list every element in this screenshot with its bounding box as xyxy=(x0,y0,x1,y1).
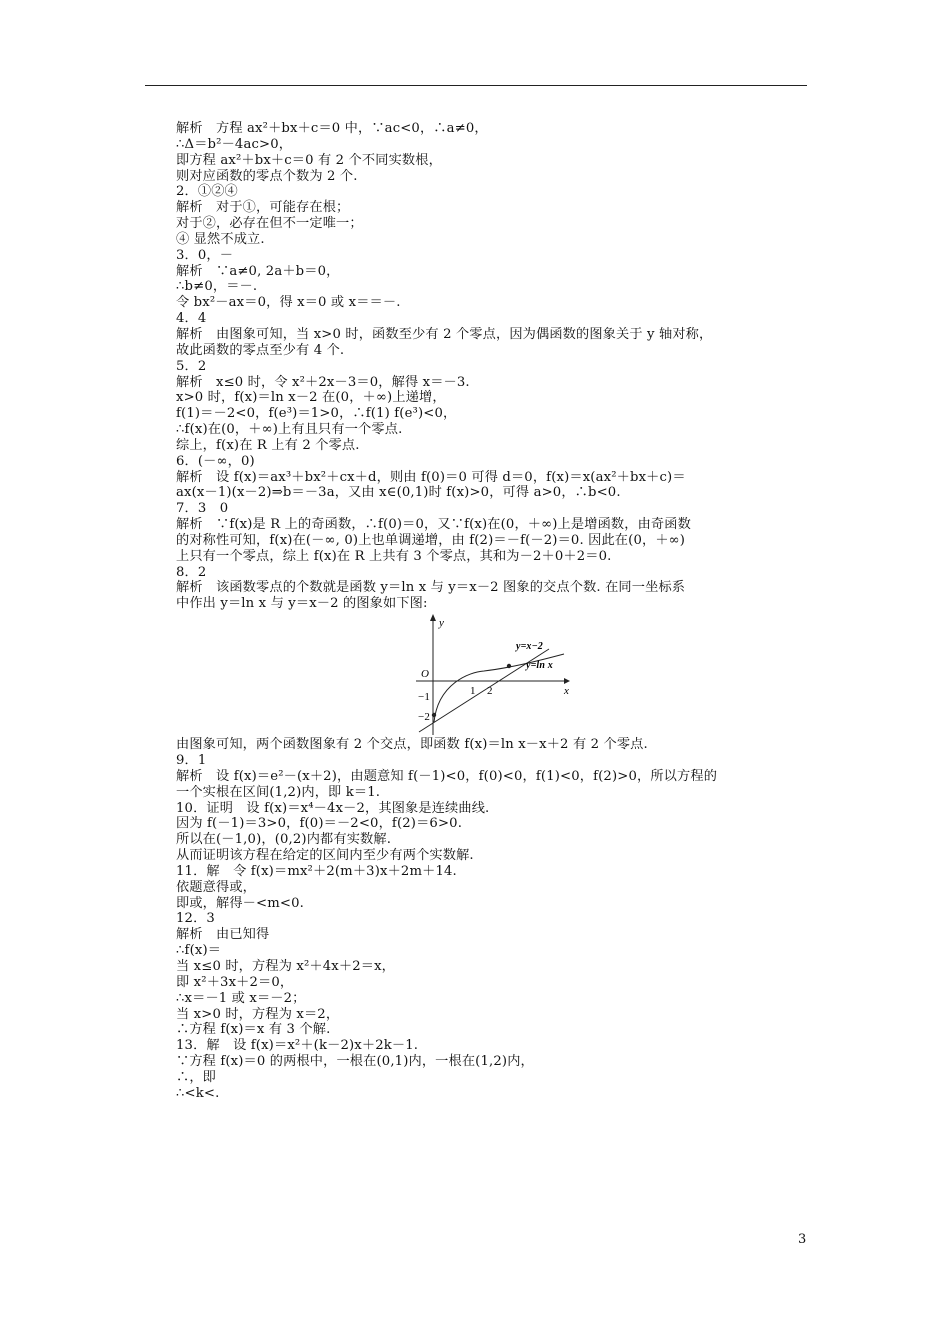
text-line: 对于②，必存在但不一定唯一； xyxy=(176,216,363,232)
text-line: 10．证明 设 f(x)＝x⁴－4x－2，其图象是连续曲线. xyxy=(176,800,490,816)
text-line: 的对称性可知，f(x)在(－∞, 0)上也单调递增，由 f(2)＝－f(－2)＝0. 因此在(0，＋∞) xyxy=(176,532,686,548)
text-line: 解析 方程 ax²＋bx＋c＝0 中，∵ac<0，∴a≠0， xyxy=(176,121,488,136)
text-line: 当 x≤0 时，方程为 x²＋4x＋2＝x， xyxy=(176,958,396,974)
text-line: 上只有一个零点，综上 f(x)在 R 上共有 3 个零点，其和为－2＋0＋2＝0. xyxy=(176,548,612,564)
text-line: 解析 对于①，可能存在根； xyxy=(176,200,350,216)
text-line: 令 bx²－ax＝0，得 x＝0 或 x＝＝－. xyxy=(176,295,401,311)
text-line: 解析 设 f(x)＝ax³＋bx²＋cx＋d，则由 f(0)＝0 可得 d＝0，f(x)＝x(ax²＋bx＋c)＝ xyxy=(176,469,686,485)
text-line: 解析 ∵f(x)是 R 上的奇函数，∴f(0)＝0，又∵f(x)在(0，＋∞)上是增函数，由奇函数 xyxy=(176,517,691,533)
solution-text xyxy=(176,121,810,1102)
text-line: ∴f(x)在(0，＋∞)上有且只有一个零点. xyxy=(176,422,403,438)
text-line: 即或，解得－<m<0. xyxy=(176,895,304,911)
text-line: 从而证明该方程在给定的区间内至少有两个实数解. xyxy=(176,848,474,864)
text-line: x>0 时，f(x)＝ln x－2 在(0，＋∞)上递增， xyxy=(176,390,446,406)
y-axis-arrow-icon xyxy=(430,614,436,621)
text-line: 解析 ∵a≠0, 2a＋b＝0， xyxy=(176,263,340,279)
text-block-bottom xyxy=(176,737,810,1101)
text-line: ∵方程 f(x)＝0 的两根中，一根在(0,1)内，一根在(1,2)内， xyxy=(176,1054,534,1070)
text-line: 4．4 xyxy=(176,311,207,327)
text-line: 解析 设 f(x)＝e²－(x＋2)，由题意知 f(－1)<0，f(0)<0，f(1)<0，f(2)>0，所以方程的 xyxy=(176,768,718,784)
text-line: 一个实根在区间(1,2)内，即 k＝1. xyxy=(176,784,381,800)
text-line: 解析 该函数零点的个数就是函数 y＝ln x 与 y＝x－2 图象的交点个数. 在同一坐标系 xyxy=(176,580,686,596)
tick-label-neg-1: −1 xyxy=(418,691,431,704)
text-line: 故此函数的零点至少有 4 个. xyxy=(176,342,345,358)
text-line: 7．3 0 xyxy=(176,501,229,517)
line-label: y=x−2 xyxy=(516,641,543,653)
header-rule xyxy=(145,85,807,86)
text-line: 解析 由已知得 xyxy=(176,927,270,943)
text-line: 即 x²＋3x＋2＝0， xyxy=(176,974,294,990)
text-line: 综上，f(x)在 R 上有 2 个零点. xyxy=(176,437,360,453)
text-line: 3．0，－ xyxy=(176,247,234,263)
text-line: 则对应函数的零点个数为 2 个. xyxy=(176,168,358,184)
text-line: ∴x＝－1 或 x＝－2； xyxy=(176,990,306,1006)
text-line: 8．2 xyxy=(176,564,207,580)
x-axis-label: x xyxy=(564,685,570,698)
text-line: 9．1 xyxy=(176,753,207,768)
text-line: f(1)＝－2<0，f(e³)＝1>0，∴f(1) f(e³)<0， xyxy=(176,406,457,422)
text-line: 即方程 ax²＋bx＋c＝0 有 2 个不同实数根， xyxy=(176,152,442,168)
text-line: 依题意得或， xyxy=(176,879,257,895)
text-line: 中作出 y＝ln x 与 y＝x－2 的图象如下图: xyxy=(176,596,428,612)
intersection-point xyxy=(507,664,511,668)
text-line: ∴f(x)＝ xyxy=(176,943,222,959)
text-line: ax(x－1)(x－2)⇒b＝－3a，又由 x∈(0,1)时 f(x)>0，可得 a>0，∴b<0. xyxy=(176,485,621,501)
function-graph xyxy=(414,614,574,737)
origin-label: O xyxy=(421,668,430,681)
text-line: 当 x>0 时，方程为 x＝2， xyxy=(176,1006,340,1022)
text-line: ∴，即 xyxy=(176,1069,217,1085)
text-line: 所以在(－1,0)，(0,2)内都有实数解. xyxy=(176,832,392,848)
graph-figure xyxy=(176,614,810,737)
text-line: 解析 由图象可知，当 x>0 时，函数至少有 2 个零点，因为偶函数的图象关于 y 轴对称， xyxy=(176,326,713,342)
text-line: ∴Δ＝b²－4ac>0， xyxy=(176,136,293,152)
text-line: 12．3 xyxy=(176,911,215,927)
text-line: 2．①②④ xyxy=(176,184,238,200)
tick-label-1: 1 xyxy=(470,685,476,698)
text-line: 因为 f(－1)＝3>0，f(0)＝－2<0，f(2)＝6>0. xyxy=(176,816,463,832)
tick-label-neg-2: −2 xyxy=(418,711,431,724)
text-line: ④ 显然不成立. xyxy=(176,231,265,247)
text-block-top xyxy=(176,121,810,612)
page-number: 3 xyxy=(798,1232,807,1247)
curve-label: y=ln x xyxy=(526,660,553,672)
text-line: 6．(－∞，0) xyxy=(176,453,255,469)
text-line: 由图象可知，两个函数图象有 2 个交点，即函数 f(x)＝ln x－x＋2 有 2 个零点. xyxy=(176,737,648,753)
text-line: ∴方程 f(x)＝x 有 3 个解. xyxy=(176,1022,331,1038)
y-axis-label: y xyxy=(439,617,445,630)
text-line: 5．2 xyxy=(176,358,207,374)
text-line: 解析 x≤0 时，令 x²＋2x－3＝0，解得 x＝－3. xyxy=(176,374,470,390)
text-line: ∴<k<. xyxy=(176,1085,220,1101)
text-line: 13．解 设 f(x)＝x²＋(k－2)x＋2k－1. xyxy=(176,1038,419,1054)
x-axis-arrow-icon xyxy=(564,678,570,684)
text-line: ∴b≠0，＝－. xyxy=(176,279,258,295)
text-line: 11．解 令 f(x)＝mx²＋2(m＋3)x＋2m＋14. xyxy=(176,863,457,879)
intersection-point xyxy=(432,713,436,717)
tick-label-2: 2 xyxy=(487,685,493,698)
